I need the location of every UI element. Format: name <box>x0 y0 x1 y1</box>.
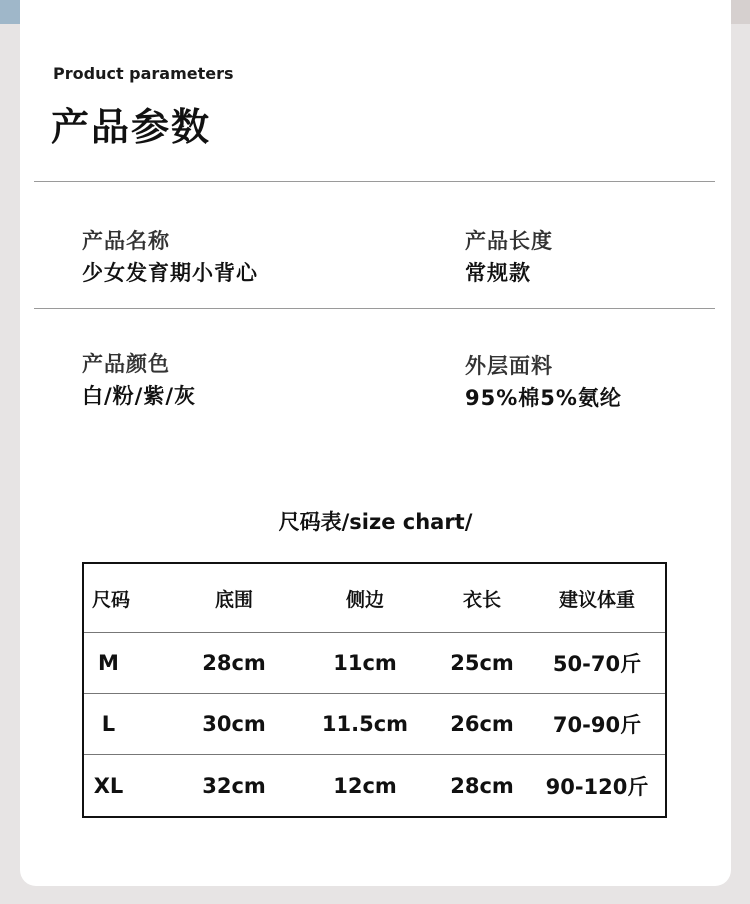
page-title: 产品参数 <box>51 105 212 149</box>
param-label: 产品名称 <box>82 229 170 253</box>
divider <box>34 308 715 309</box>
column-header: 衣长 <box>462 588 501 611</box>
column-header: 尺码 <box>92 588 131 611</box>
size-chart-table <box>82 562 667 818</box>
table-cell: 30cm <box>173 694 295 755</box>
table-cell: M <box>83 633 173 694</box>
table-header-row <box>83 563 666 633</box>
param-value: 少女发育期小背心 <box>82 261 258 285</box>
column-header: 建议体重 <box>558 588 635 611</box>
param-value: 常规款 <box>465 261 531 285</box>
table-cell: 32cm <box>173 755 295 817</box>
param-outer-fabric <box>465 351 622 413</box>
table-cell: 50-70斤 <box>529 633 666 694</box>
column-header: 侧边 <box>345 588 384 611</box>
param-product-length <box>465 226 553 288</box>
param-product-name <box>82 226 258 288</box>
english-heading: Product parameters <box>53 64 234 83</box>
product-parameters-card <box>20 0 731 886</box>
table-cell: 28cm <box>173 633 295 694</box>
table-cell: 11cm <box>295 633 435 694</box>
divider <box>34 181 715 182</box>
table-cell: 70-90斤 <box>529 694 666 755</box>
param-label: 产品长度 <box>465 229 553 253</box>
param-product-color <box>82 349 196 411</box>
table-cell: 90-120斤 <box>529 755 666 817</box>
table-row <box>83 755 666 817</box>
table-cell: 26cm <box>435 694 529 755</box>
table-row <box>83 633 666 694</box>
table-cell: L <box>83 694 173 755</box>
size-chart-title: 尺码表/size chart/ <box>278 510 473 534</box>
param-label: 产品颜色 <box>82 352 170 376</box>
table-cell: 12cm <box>295 755 435 817</box>
param-label: 外层面料 <box>465 354 553 378</box>
table-cell: 11.5cm <box>295 694 435 755</box>
table-cell: XL <box>83 755 173 817</box>
table-row <box>83 694 666 755</box>
table-cell: 25cm <box>435 633 529 694</box>
param-value: 95%棉5%氨纶 <box>465 386 622 410</box>
param-value: 白/粉/紫/灰 <box>82 384 197 408</box>
column-header: 底围 <box>214 588 253 611</box>
table-cell: 28cm <box>435 755 529 817</box>
